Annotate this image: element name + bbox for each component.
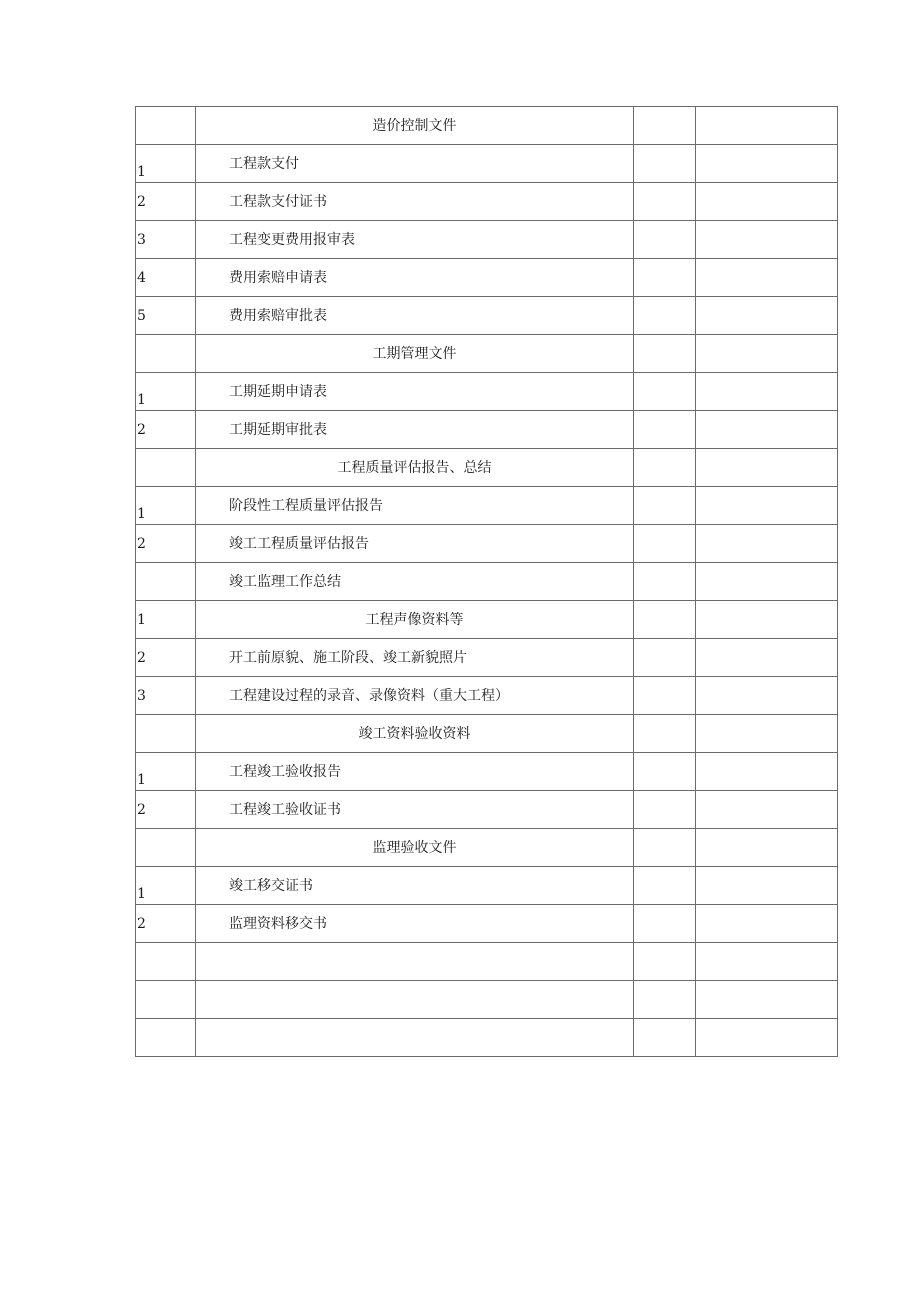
table-row	[136, 753, 838, 791]
blank-cell	[634, 145, 696, 183]
row-number	[136, 107, 196, 145]
blank-cell	[696, 563, 838, 601]
blank-cell	[634, 1019, 696, 1057]
blank-cell	[696, 753, 838, 791]
table-row	[136, 297, 838, 335]
blank-cell	[634, 449, 696, 487]
item-name: 工程变更费用报审表	[196, 221, 634, 259]
table-row	[136, 145, 838, 183]
item-name: 监理资料移交书	[196, 905, 634, 943]
row-number	[136, 829, 196, 867]
item-name: 竣工工程质量评估报告	[196, 525, 634, 563]
row-number: 1	[136, 601, 196, 639]
table-row	[136, 525, 838, 563]
blank-cell	[634, 487, 696, 525]
section-heading: 造价控制文件	[196, 107, 634, 145]
table-row	[136, 867, 838, 905]
blank-cell	[696, 183, 838, 221]
row-number: 3	[136, 221, 196, 259]
blank-cell	[696, 943, 838, 981]
item-name: 竣工监理工作总结	[196, 563, 634, 601]
item-name: 阶段性工程质量评估报告	[196, 487, 634, 525]
blank-cell	[696, 677, 838, 715]
table-row	[136, 639, 838, 677]
blank-cell	[696, 487, 838, 525]
blank-cell	[696, 335, 838, 373]
blank-cell	[634, 753, 696, 791]
table-row	[136, 677, 838, 715]
row-number	[136, 981, 196, 1019]
blank-cell	[634, 525, 696, 563]
item-name: 工程建设过程的录音、录像资料（重大工程）	[196, 677, 634, 715]
table-row	[136, 563, 838, 601]
blank-cell	[696, 221, 838, 259]
blank-cell	[696, 639, 838, 677]
row-number: 1	[136, 753, 196, 791]
blank-cell	[696, 715, 838, 753]
table-row	[136, 335, 838, 373]
row-number: 5	[136, 297, 196, 335]
table-row	[136, 981, 838, 1019]
blank-cell	[696, 601, 838, 639]
table-row	[136, 905, 838, 943]
row-number: 1	[136, 867, 196, 905]
table-row	[136, 829, 838, 867]
row-number	[136, 715, 196, 753]
blank-cell	[634, 221, 696, 259]
table-row	[136, 373, 838, 411]
row-number: 2	[136, 183, 196, 221]
table-row	[136, 601, 838, 639]
blank-cell	[634, 601, 696, 639]
blank-cell	[696, 981, 838, 1019]
table-body	[136, 107, 838, 1057]
blank-cell	[634, 943, 696, 981]
blank-cell	[634, 297, 696, 335]
table-row	[136, 1019, 838, 1057]
table-row	[136, 791, 838, 829]
blank-cell	[634, 183, 696, 221]
row-number: 2	[136, 639, 196, 677]
blank-cell	[696, 373, 838, 411]
row-number: 2	[136, 791, 196, 829]
blank-cell	[696, 107, 838, 145]
item-name: 工程款支付证书	[196, 183, 634, 221]
blank-cell	[696, 905, 838, 943]
blank-cell	[696, 411, 838, 449]
blank-cell	[634, 829, 696, 867]
item-name: 费用索赔申请表	[196, 259, 634, 297]
item-name: 工期延期申请表	[196, 373, 634, 411]
blank-cell	[696, 259, 838, 297]
section-heading: 监理验收文件	[196, 829, 634, 867]
row-number: 3	[136, 677, 196, 715]
section-heading: 工程质量评估报告、总结	[196, 449, 634, 487]
table-row	[136, 107, 838, 145]
section-heading: 工期管理文件	[196, 335, 634, 373]
table-row	[136, 411, 838, 449]
item-name: 工程款支付	[196, 145, 634, 183]
blank-cell	[634, 107, 696, 145]
item-name	[196, 981, 634, 1019]
blank-cell	[634, 259, 696, 297]
table-row	[136, 183, 838, 221]
row-number: 2	[136, 411, 196, 449]
row-number	[136, 335, 196, 373]
blank-cell	[634, 981, 696, 1019]
blank-cell	[634, 411, 696, 449]
blank-cell	[634, 715, 696, 753]
row-number	[136, 943, 196, 981]
row-number	[136, 563, 196, 601]
table-row	[136, 221, 838, 259]
table-row	[136, 259, 838, 297]
table-row	[136, 715, 838, 753]
blank-cell	[696, 145, 838, 183]
blank-cell	[634, 867, 696, 905]
row-number	[136, 449, 196, 487]
row-number: 1	[136, 373, 196, 411]
table-row	[136, 943, 838, 981]
item-name: 开工前原貌、施工阶段、竣工新貌照片	[196, 639, 634, 677]
table-row	[136, 449, 838, 487]
item-name: 工期延期审批表	[196, 411, 634, 449]
blank-cell	[696, 791, 838, 829]
item-name: 竣工移交证书	[196, 867, 634, 905]
blank-cell	[696, 449, 838, 487]
document-table	[135, 106, 838, 1057]
item-name: 工程竣工验收报告	[196, 753, 634, 791]
row-number: 2	[136, 525, 196, 563]
blank-cell	[696, 1019, 838, 1057]
blank-cell	[634, 791, 696, 829]
item-name	[196, 1019, 634, 1057]
row-number: 4	[136, 259, 196, 297]
blank-cell	[634, 335, 696, 373]
table-row	[136, 487, 838, 525]
row-number: 1	[136, 145, 196, 183]
section-heading: 工程声像资料等	[196, 601, 634, 639]
blank-cell	[696, 867, 838, 905]
blank-cell	[634, 639, 696, 677]
item-name: 费用索赔审批表	[196, 297, 634, 335]
row-number: 1	[136, 487, 196, 525]
blank-cell	[634, 905, 696, 943]
blank-cell	[634, 563, 696, 601]
blank-cell	[634, 677, 696, 715]
section-heading: 竣工资料验收资料	[196, 715, 634, 753]
row-number	[136, 1019, 196, 1057]
item-name	[196, 943, 634, 981]
item-name: 工程竣工验收证书	[196, 791, 634, 829]
blank-cell	[696, 525, 838, 563]
row-number: 2	[136, 905, 196, 943]
blank-cell	[696, 829, 838, 867]
blank-cell	[696, 297, 838, 335]
blank-cell	[634, 373, 696, 411]
